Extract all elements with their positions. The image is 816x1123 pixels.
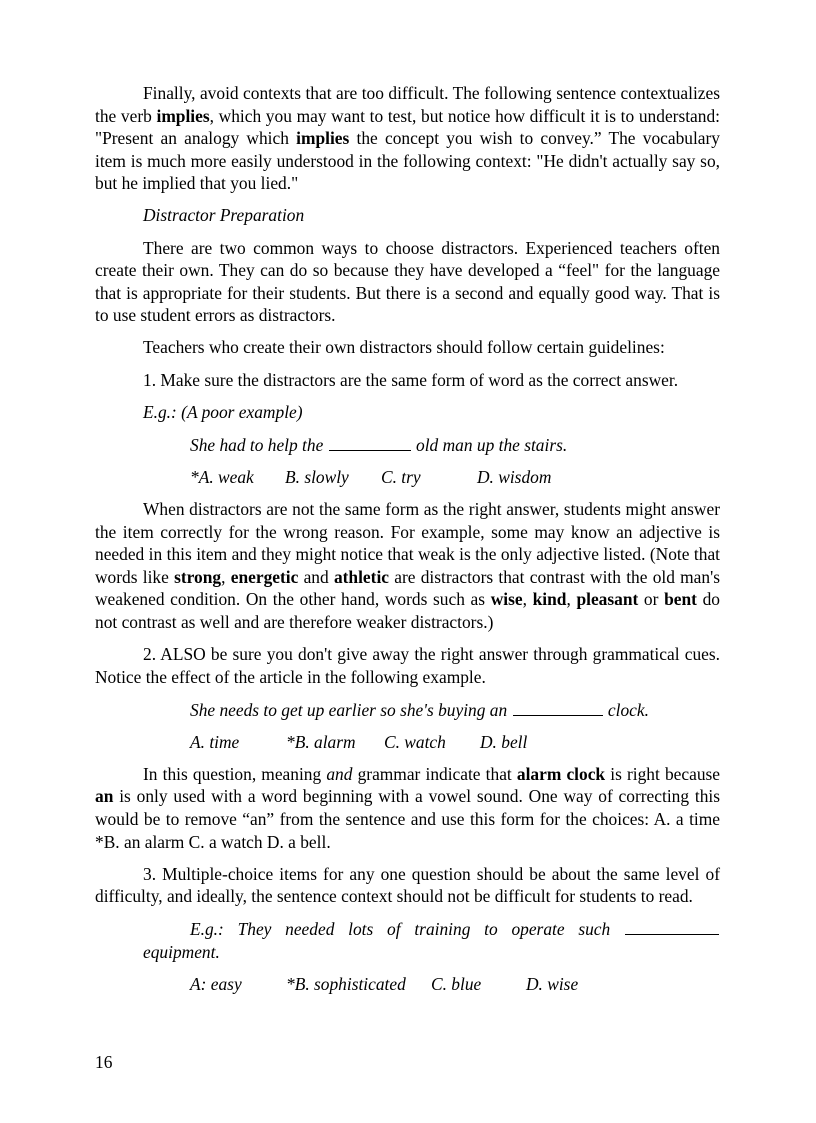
bold-term: pleasant xyxy=(576,589,639,610)
bold-term: implies xyxy=(156,105,210,126)
text: , which you may want to test, but notice how difficult it is to understand: "Present an analogy which xyxy=(95,105,720,149)
example-2-choices xyxy=(95,731,720,754)
paragraph-avoid-difficult-contexts xyxy=(95,82,720,195)
choice-c: C. watch xyxy=(384,731,446,752)
text: , xyxy=(522,589,533,610)
example-1-sentence xyxy=(95,433,720,457)
example-2-sentence xyxy=(95,698,720,722)
choice-b: *B. alarm xyxy=(286,731,356,752)
text: In this question, meaning xyxy=(143,763,327,784)
answer-blank xyxy=(513,698,603,716)
sentence-end: clock. xyxy=(603,699,649,720)
example-3-sentence xyxy=(95,917,720,963)
text: When distractors are not the same form as the right answer, students might answer the item correctly for the wrong reason. For example, some may know an adjective is needed in this item and they might notice that weak is the only adjective listed. (Note that words like xyxy=(95,498,720,587)
answer-blank xyxy=(625,917,719,935)
text: is right because xyxy=(605,763,721,784)
bold-term: athletic xyxy=(333,566,389,587)
bold-term: strong xyxy=(174,566,222,587)
section-heading: Distractor Preparation xyxy=(143,205,305,226)
choice-d: D. bell xyxy=(480,731,528,752)
paragraph-grammatical-cues xyxy=(95,763,720,853)
choice-d: D. wisdom xyxy=(477,466,552,487)
text: is only used with a word beginning with a vowel sound. One way of correcting this would be to remove “an” from the sentence and use this form for the choices: A. a time *B. an alarm C. a watch D. a bell. xyxy=(95,786,720,852)
answer-blank xyxy=(329,433,411,451)
sentence-start: She needs to get up earlier so she's buying an xyxy=(190,699,512,720)
paragraph-same-form xyxy=(95,498,720,634)
choice-c: C. blue xyxy=(431,974,482,995)
paragraph-two-ways: There are two common ways to choose distractors. Experienced teachers often create their own. They can do so because they have developed a “feel" for the language that is appropriate for their students. But there is a second and equally good way. That is to use student errors as distractors. xyxy=(95,237,720,326)
sentence-end: old man up the stairs. xyxy=(411,434,568,455)
page-body xyxy=(95,82,720,1005)
choice-a: A. time xyxy=(190,731,240,752)
bold-term: kind xyxy=(532,589,567,610)
example-3-line-1 xyxy=(95,917,720,941)
choice-a: *A. weak xyxy=(190,466,254,487)
text: are distractors that contrast with the old man's weakened condition. On the other hand, words such as xyxy=(95,566,720,610)
choice-b: B. slowly xyxy=(285,466,349,487)
text: do not contrast as well and are therefore weaker distractors.) xyxy=(95,589,720,632)
page-number: 16 xyxy=(95,1052,113,1072)
choice-c: C. try xyxy=(381,466,421,487)
bold-term: an xyxy=(95,786,114,807)
example-3-line-2: equipment. xyxy=(143,942,220,962)
choice-d: D. wise xyxy=(526,974,579,995)
example-1-label: E.g.: (A poor example) xyxy=(143,401,303,422)
bold-term: energetic xyxy=(230,566,299,587)
example-3-choices xyxy=(95,973,720,996)
example-1-choices xyxy=(95,466,720,489)
text: and xyxy=(298,566,334,587)
italic-term: and xyxy=(326,763,353,784)
text: or xyxy=(638,589,665,610)
text: , xyxy=(221,566,231,587)
text: grammar indicate that xyxy=(352,763,517,784)
sentence-start: E.g.: They needed lots of training to operate such xyxy=(190,919,611,940)
guideline-3: 3. Multiple-choice items for any one question should be about the same level of difficulty, and ideally, the sentence context should not be difficult for students to read. xyxy=(95,863,720,907)
guideline-1: 1. Make sure the distractors are the same form of word as the correct answer. xyxy=(143,369,679,390)
bold-term: implies xyxy=(296,128,350,149)
choice-a: A: easy xyxy=(190,974,242,995)
text: Finally, avoid contexts that are too difficult. The following sentence contextualizes the verb xyxy=(95,83,720,126)
text: the concept you wish to convey.” The vocabulary item is much more easily understood in the following context: "He didn't actually say so, but he implied that you lied." xyxy=(95,128,720,194)
choice-b: *B. sophisticated xyxy=(286,974,406,995)
bold-term: alarm clock xyxy=(516,763,606,784)
text: , xyxy=(566,589,577,610)
paragraph-guidelines-intro: Teachers who create their own distractors should follow certain guidelines: xyxy=(143,337,665,358)
sentence-start: She had to help the xyxy=(190,434,328,455)
bold-term: wise xyxy=(490,589,523,610)
bold-term: bent xyxy=(664,589,697,610)
guideline-2: 2. ALSO be sure you don't give away the right answer through grammatical cues. Notice the effect of the article in the following example. xyxy=(95,643,720,687)
